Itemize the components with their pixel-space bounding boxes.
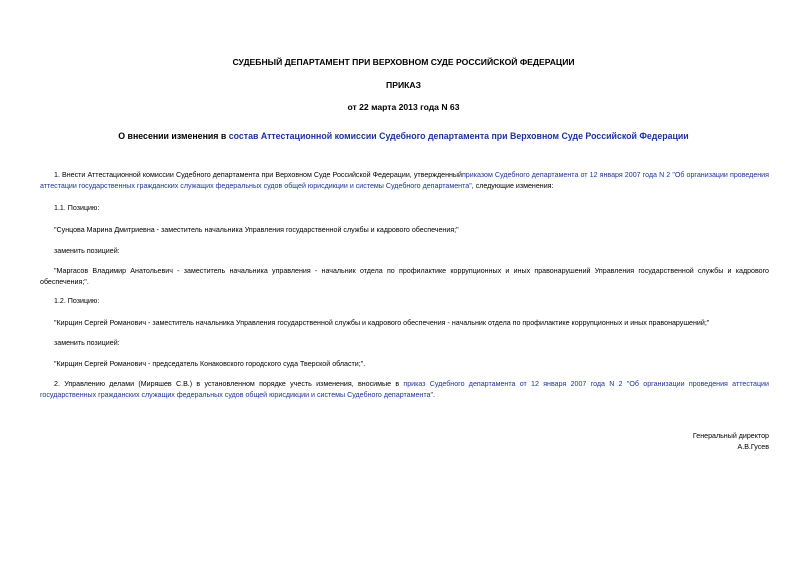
date-number-heading: от 22 марта 2013 года N 63 [347, 102, 460, 112]
replace-label-1: заменить позицией: [54, 247, 120, 255]
item-1-1-old-position: "Сунцова Марина Дмитриевна - заместитель начальника Управления государственной службы и кадрового обеспечения;" [54, 226, 459, 234]
subject-prefix: О внесении изменения в [118, 131, 229, 141]
item-1-1-new-position: "Маргасов Владимир Анатольевич - заместитель начальника управления - начальник отдела по профилактике коррупционных и иных правонарушений Управления государственной службы и кадрового обеспечения;". [40, 267, 769, 286]
item-1-2-old-position: "Кирщин Сергей Романович - заместитель начальника Управления государственной службы и кадрового обеспечения - начальник отдела по профилактике коррупционных и иных правонарушений;" [54, 319, 710, 327]
paragraph-2 [40, 379, 769, 401]
paragraph-1-text: 1. Внести Аттестационной комиссии Судебного департамента при Верховном Суде Российской Федерации, утвержденный [54, 171, 462, 179]
item-1-2-label: 1.2. Позицию: [54, 297, 100, 305]
replace-label-2: заменить позицией: [54, 339, 120, 347]
order-link-2[interactable]: приказ Судебного департамента от 12 января 2007 года N 2 "Об организации проведения аттестации государственных гражданских служащих федеральных судов общей юрисдикции и системы Судебного департамента" [40, 380, 769, 399]
paragraph-1 [40, 170, 769, 192]
paragraph-2-tail: . [432, 391, 435, 399]
item-1-2-new-position: "Кирщин Сергей Романович - председатель Конаковского городского суда Тверской области;". [54, 360, 366, 368]
subject-link[interactable]: состав Аттестационной комиссии Судебного департамента при Верховном Суде Российской Федерации [228, 131, 689, 141]
document-subject [0, 131, 807, 141]
signature-name: А.В.Гусев [737, 443, 769, 451]
document-type-heading: ПРИКАЗ [386, 80, 421, 90]
order-link-1[interactable]: приказом Судебного департамента от 12 января 2007 года N 2 "Об организации проведения аттестации государственных гражданских служащих федеральных судов общей юрисдикции и системы Судебного департамента" [40, 171, 769, 190]
organization-heading: СУДЕБНЫЙ ДЕПАРТАМЕНТ ПРИ ВЕРХОВНОМ СУДЕ РОССИЙСКОЙ ФЕДЕРАЦИИ [232, 57, 575, 67]
signature-position: Генеральный директор [692, 432, 769, 440]
item-1-1-label: 1.1. Позицию: [54, 204, 100, 212]
paragraph-2-text: 2. Управлению делами (Миряшев С.В.) в установленном порядке учесть изменения, вносимые в [54, 380, 404, 388]
paragraph-1-tail: , следующие изменения: [471, 182, 554, 190]
